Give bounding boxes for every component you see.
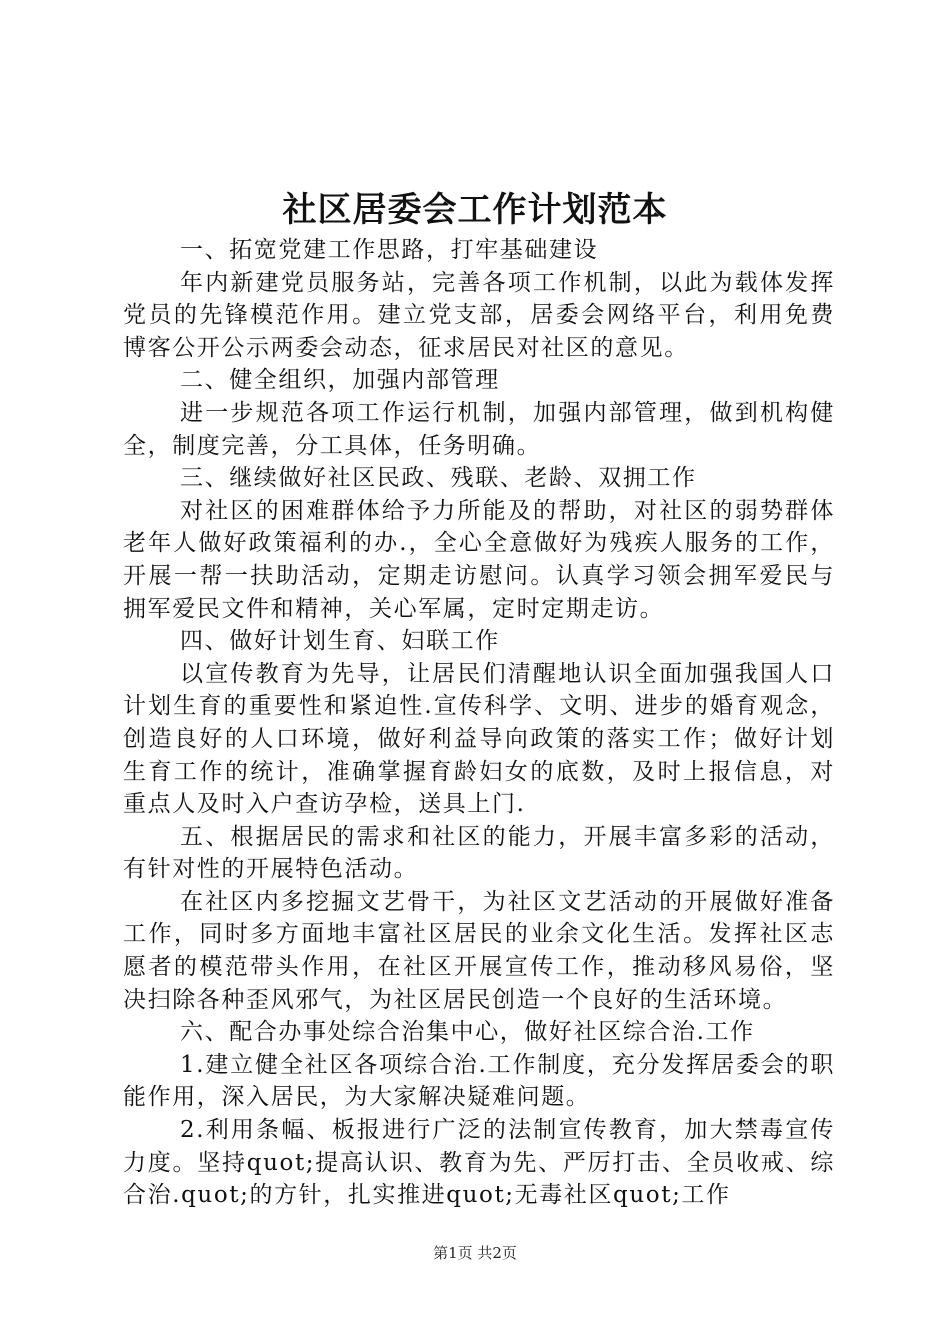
- section-heading-3: 三、继续做好社区民政、残联、老龄、双拥工作: [180, 465, 697, 492]
- paragraph: 在社区内多挖掘文艺骨干，为社区文艺活动的开展做好准备工作，同时多方面地丰富社区居民的业余文化生活。发挥社区志愿者的模范带头作用，在社区开展宣传工作，推动移风易俗，坚决扫除各种歪风邪气，为社区居民创造一个良好的生活环境。: [123, 888, 835, 1013]
- paragraph: 进一步规范各项工作运行机制，加强内部管理，做到机构健全，制度完善，分工具体，任务明确。: [123, 399, 835, 459]
- page-number-footer: 第1页 共2页: [433, 1244, 517, 1262]
- paragraph: 以宣传教育为先导，让居民们清醒地认识全面加强我国人口计划生育的重要性和紧迫性.宣传科学、文明、进步的婚育观念，创造良好的人口环境，做好利益导向政策的落实工作；做好计划生育工作的统计，准确掌握育龄妇女的底数，及时上报信息，对重点人及时入户查访孕检，送具上门.: [123, 660, 835, 818]
- section-heading-1: 一、拓宽党建工作思路，打牢基础建设: [180, 237, 599, 263]
- numbered-item: 2.利用条幅、板报进行广泛的法制宣传教育，加大禁毒宣传力度。坚持quot;提高认识、教育为先、严厉打击、全员收戒、综合治.quot;的方针，扎实推进quot;无毒社区quot;工作: [123, 1117, 835, 1209]
- numbered-item: 1.建立健全社区各项综合治.工作制度，充分发挥居委会的职能作用，深入居民，为大家解决疑难问题。: [123, 1051, 835, 1111]
- paragraph: 对社区的困难群体给予力所能及的帮助，对社区的弱势群体老年人做好政策福利的办.，全心全意做好为残疾人服务的工作，开展一帮一扶助活动，定期走访慰问。认真学习领会拥军爱民与拥军爱民文件和精神，关心军属，定时定期走访。: [123, 497, 835, 622]
- section-heading-5: 五、根据居民的需求和社区的能力，开展丰富多彩的活动，有针对性的开展特色活动。: [123, 823, 835, 883]
- section-heading-6: 六、配合办事处综合治集中心，做好社区综合治.工作: [180, 1019, 755, 1046]
- section-heading-2: 二、健全组织，加强内部管理: [180, 367, 500, 394]
- document-body: [123, 234, 835, 1212]
- paragraph: 年内新建党员服务站，完善各项工作机制，以此为载体发挥党员的先锋模范作用。建立党支部，居委会网络平台，利用免费博客公开公示两委会动态，征求居民对社区的意见。: [123, 269, 835, 361]
- document-title: 社区居委会工作计划范本: [282, 190, 668, 230]
- section-heading-4: 四、做好计划生育、妇联工作: [180, 628, 500, 655]
